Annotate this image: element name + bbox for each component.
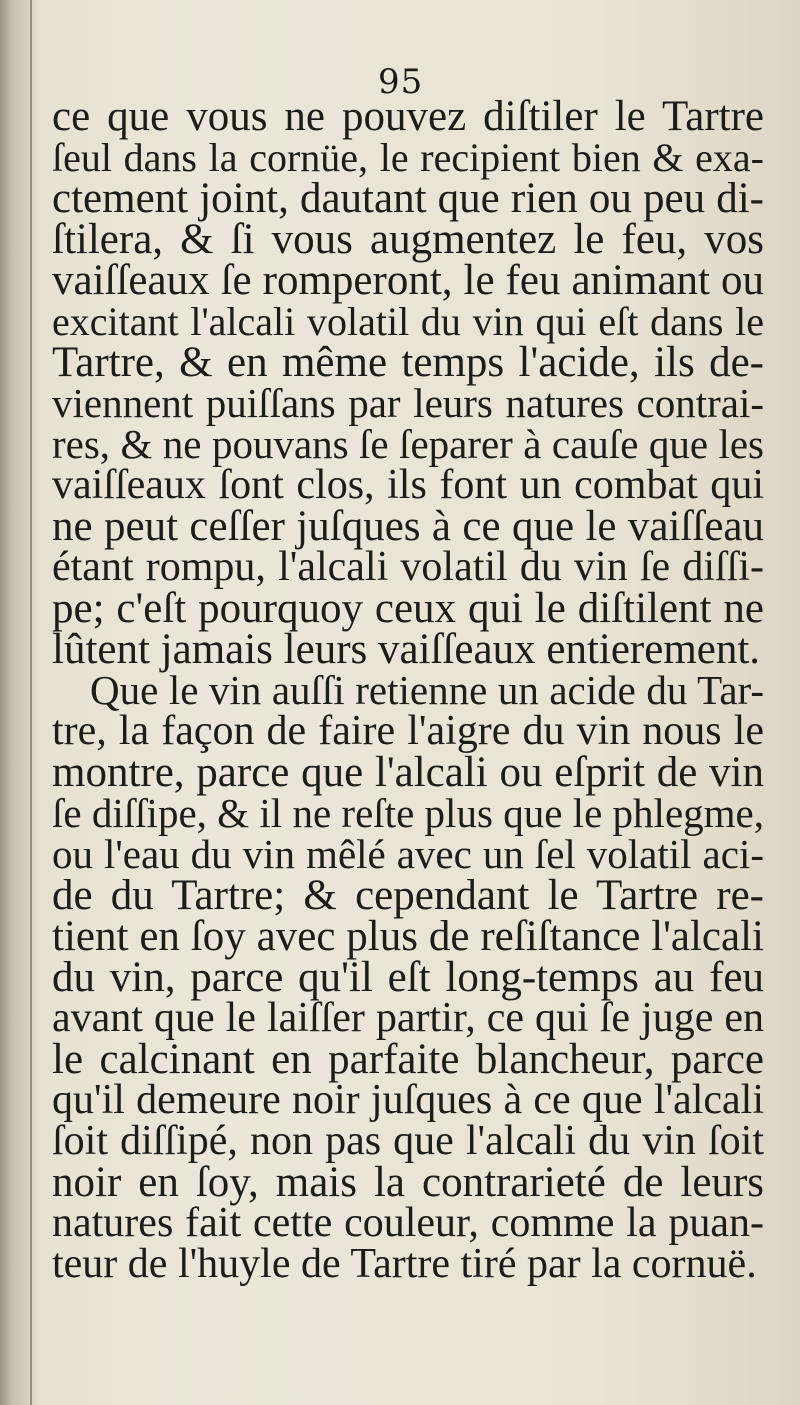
text-line: avant que le laiſſer partir, ce qui ſe juge en xyxy=(52,995,764,1041)
text-line: ſoit diſſipé, non pas que l'alcali du vin ſoit xyxy=(52,1118,764,1164)
text-line: vaiſſeaux ſe romperont, le feu animant ou xyxy=(52,257,764,304)
text-line: le calcinant en parfaite blancheur, parce xyxy=(52,1036,764,1083)
text-line: ce que vous ne pouvez diſtiler le Tartre xyxy=(52,93,764,140)
text-line: ou l'eau du vin mêlé avec un ſel volatil aci- xyxy=(52,831,764,877)
text-line: viennent puiſſans par leurs natures contrai- xyxy=(52,380,764,426)
text-line: ſe diſſipe, & il ne reſte plus que le phlegme, xyxy=(52,790,764,836)
text-line-final: teur de l'huyle de Tartre tiré par la cornuë. xyxy=(52,1241,757,1287)
text-line: qu'il demeure noir juſques à ce que l'alcali xyxy=(52,1077,764,1123)
text-line: étant rompu, l'alcali volatil du vin ſe diſſi- xyxy=(52,544,764,590)
body-text xyxy=(52,93,764,1287)
page-number: 95 xyxy=(378,62,424,102)
paragraph-end-line: lûtent jamais leurs vaiſſeaux entierement. xyxy=(52,626,761,673)
text-line: ne peut ceſſer juſques à ce que le vaiſſeau xyxy=(52,503,764,550)
text-line: ctement joint, dautant que rien ou peu di- xyxy=(52,175,764,222)
text-line: montre, parce que l'alcali ou eſprit de vin xyxy=(52,749,764,796)
text-line: pe; c'eſt pourquoy ceux qui le diſtilent ne xyxy=(52,585,764,632)
text-line: excitant l'alcali volatil du vin qui eſt dans le xyxy=(52,299,764,344)
text-line: res, & ne pouvans ſe ſeparer à cauſe que les xyxy=(52,421,764,467)
text-line: de du Tartre; & cependant le Tartre re- xyxy=(52,872,764,919)
text-line: du vin, parce qu'il eſt long-temps au feu xyxy=(52,954,764,1001)
binding-edge xyxy=(30,0,32,1405)
text-line: tient en ſoy avec plus de reſiſtance l'alcali xyxy=(52,913,764,960)
text-line: vaiſſeaux ſont clos, ils font un combat qui xyxy=(52,462,764,508)
text-line: noir en ſoy, mais la contrarieté de leurs xyxy=(52,1159,764,1206)
text-line: Tartre, & en même temps l'acide, ils de- xyxy=(52,339,764,386)
paragraph-start-line: Que le vin auſſi retienne un acide du Tar- xyxy=(90,667,764,713)
text-line: natures fait cette couleur, comme la puan- xyxy=(52,1200,764,1246)
text-line: tre, la façon de faire l'aigre du vin nous le xyxy=(52,708,764,754)
text-line: ſtilera, & ſi vous augmentez le feu, vos xyxy=(52,216,764,263)
page-gutter xyxy=(0,0,38,1405)
text-line: ſeul dans la cornüe, le recipient bien & exa- xyxy=(52,135,764,180)
